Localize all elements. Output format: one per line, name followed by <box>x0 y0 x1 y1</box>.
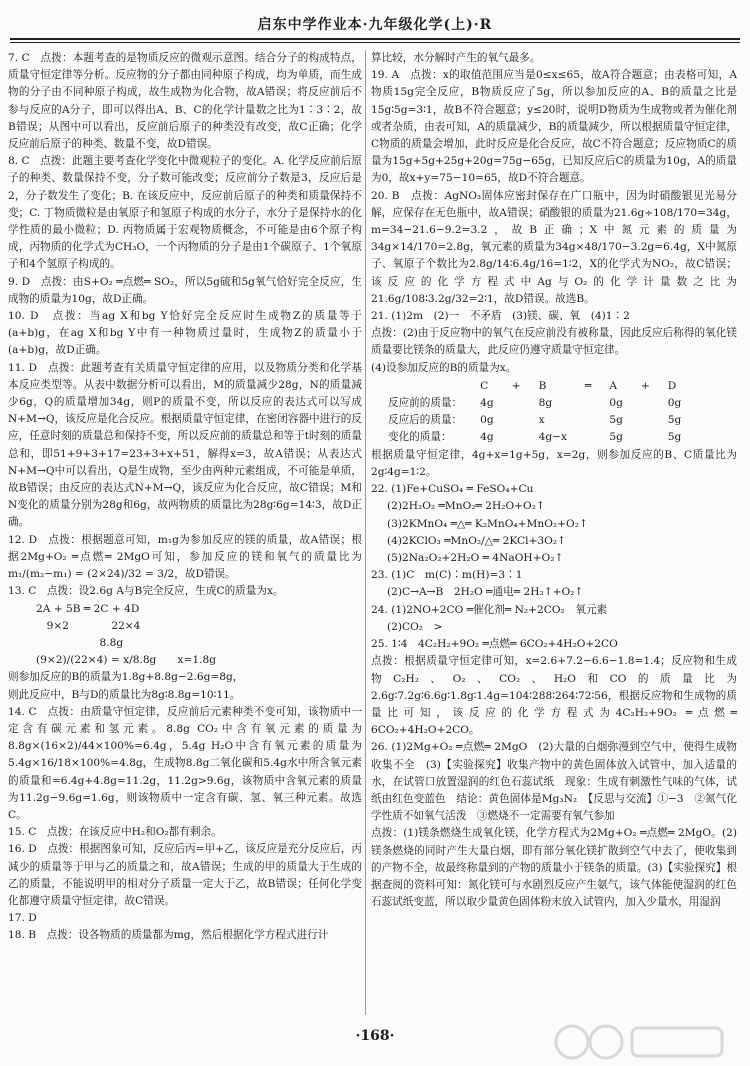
equation-ratio-line: 9×2 22×4 <box>36 619 141 632</box>
answer-26: 26. (1)2Mg+O₂ ═点燃═ 2MgO (2)大量的白烟弥漫到空气中，使得生成物收集不全 (3)【实验探究】收集产物中的黄色固体放入试管中，加入适量的水，在试管口放置湿润的红色石蕊试纸 现象：生成有刺激性气味的气体，试纸由红色变蓝色 结论：黄色固体是Mg₃N₂ 【反思与交流】①−3 ②氮气化学性质不如氧气活泼 ③燃烧不一定需要有氧气参加 <box>371 741 737 823</box>
answer-8: 8. C 点拨：此题主要考查化学变化中微观粒子的变化。A. 化学反应前后原子的种类、数量保持不变，分子数可能改变；反应前分子数是3，反应后是2，分子数发生了变化；B. 在该反应中，反应前后原子的种类和质量保持不变；C. 丁物质微粒是由氧原子和氢原子构成的水分子，水分子是保持水的化学性质的最小微粒；D. 丙物质属于宏观物质概念，不可能是由6个原子构成，丙物质的化学式为CH₃O，一个丙物质的分子是由1个碳原子、1个氧原子和4个氢原子构成的。 <box>8 155 362 271</box>
answer-13: 13. C 点拨：设2.6g A与B完全反应，生成C的质量为x。 <box>8 585 284 598</box>
answer-13-ratio: 则此反应中，B与D的质量比为8g∶8.8g=10∶11。 <box>8 688 241 701</box>
header-rule-thick <box>10 38 740 40</box>
answer-13-b-mass: 则参加反应的B的质量为1.8g+8.8g−2.6g=8g， <box>8 671 244 684</box>
table-row: 变化的质量： 4g 4g−x 5g 5g <box>388 430 682 443</box>
answer-22-1: 22. (1)Fe+CuSO₄ ═ FeSO₄+Cu <box>371 483 534 496</box>
answer-18: 18. B 点拨：设各物质的质量都为mg，然后根据化学方程式进行计 <box>8 929 329 942</box>
watermark-logo <box>552 1022 732 1062</box>
answer-11: 11. D 点拨：此题考查有关质量守恒定律的应用，以及物质分类和化学基本反应类型等。从表中数据分析可以看出，M的质量减少28g，N的质量减少6g，Q的质量增加34g，则P的质量不变，所以反应的表达式可以写成N+M→Q，该反应是化合反应。根据质量守恒定律，在密闭容器中进行的反应，任意时刻的质量总和保持不变，所以反应前的质量总和等于t时刻的质量总和，即51+9+3+17=23+3+x+51，解得x=3，故A错误；从表达式N+M→Q中可以看出，Q是生成物，至少由两种元素组成，不可能是单质，故B错误；由反应的表达式N+M→Q，该反应为化合反应，故C错误；M和N变化的质量分别为28g和6g，故两物质的质量比为28g∶6g=14∶3，故D正确。 <box>8 361 362 529</box>
answer-24-2: (2)CO₂ > <box>387 620 443 633</box>
column-divider <box>365 50 366 1015</box>
answer-22-3: (3)2KMnO₄ ═△═ K₂MnO₄+MnO₂+O₂↑ <box>387 517 588 530</box>
answer-7: 7. C 点拨：本题考查的是物质反应的微观示意图。结合分子的构成特点，质量守恒定律等分析。反应物的分子都由同种原子构成，均为单质，而生成物的分子由不同种原子构成，故生成物为化合物，故A错误；将反应前后不参与反应的A分子，即可以得出A、B、C的化学计量数之比为1∶3∶2，故B错误；从图中可以看出，反应前后原子的种类没有改变，故C正确；化学反应前后原子的种类、数量不变，故D错误。 <box>8 52 362 151</box>
answer-25-hint: 点拨：根据质量守恒定律可知，x=2.6+7.2−6.6−1.8=1.4；反应物和生成物C₂H₂、O₂、CO₂、H₂O和CO的质量比为2.6g∶7.2g∶6.6g∶1.8g∶1.4g=104∶288∶264∶72∶56，根据反应物和生成物的质量比可知，该反应的化学方程式为4C₂H₂+9O₂ ═点燃═ 6CO₂+4H₂O+2CO。 <box>371 655 737 737</box>
answer-15: 15. C 点拨：在该反应中H₂和O₂都有剩余。 <box>8 826 222 839</box>
table-row: 反应前的质量： 4g 8g 0g 0g <box>388 396 682 409</box>
answer-21-hint: 点拨：(2)由于反应物中的氧气在反应前没有被称量，因此反应后称得的氧化镁质量要比镁条的质量大，此反应仍遵守质量守恒定律。 <box>371 327 737 357</box>
answer-18-continued: 算比较，水分解时产生的氧气最多。 <box>371 52 541 64</box>
equation-mass-line: 8.8g <box>36 636 124 649</box>
equation-line: 2A + 5B ═ 2C + 4D <box>36 602 140 615</box>
answer-19: 19. A 点拨：x的取值范围应当是0≤x≤65，故A符合题意；由表格可知，A物质15g完全反应，B物质反应了5g，所以参加反应的A、B的质量之比是15g∶5g=3∶1，故B不符合题意；y≤20时，说明D物质为生成物或者为催化剂或者杂质，由表可知，A的质量减少，B的质量减少，所以根据质量守恒定律，C物质的质量会增加，此时反应是化合反应，故C不符合题意；反应物质C的质量为15g+5g+25g+20g=75g−65g，已知反应后C的质量为10g，A的质量为0，故x+y=75−10=65，故D不符合题意。 <box>371 69 737 185</box>
answer-14: 14. C 点拨：由质量守恒定律，反应前后元素种类不变可知，该物质中一定含有碳元素和氢元素。8.8g CO₂中含有氧元素的质量为8.8g×(16×2)/44×100%=6.4g，5.4g H₂O中含有氧元素的质量为5.4g×16/18×100%=4.8g，生成物8.8g二氧化碳和5.4g水中所含氧元素的质量和=6.4g+4.8g=11.2g，11.2g>9.6g，该物质中含氧元素的质量为11.2g−9.6g=1.6g，则该物质中一定含有碳、氢、氧三种元素。故选C。 <box>8 705 362 821</box>
page-title: 启东中学作业本·九年级化学(上)·R <box>257 17 493 33</box>
answer-23-1: 23. (1)C m(C)∶m(H)=3∶1 <box>371 569 523 582</box>
answer-22-2: (2)2H₂O₂ ═MnO₂═ 2H₂O+O₂↑ <box>387 500 545 513</box>
answer-22-4: (4)2KClO₃ ═MnO₂/△═ 2KCl+3O₂↑ <box>387 534 566 547</box>
answer-21-conclusion: 根据质量守恒定律，4g+x=1g+5g，x=2g，则参加反应的B、C质量比为2g∶4g=1∶2。 <box>371 448 737 479</box>
answer-12: 12. D 点拨：根据题意可知，m₁g为参加反应的镁的质量，故A错误；根据2Mg+O₂ ═点燃═ 2MgO可知，参加反应的镁和氧气的质量比为 m₁/(m₂−m₁) = (2×24)/32 = 3/2，故D错误。 <box>8 533 362 581</box>
answer-26-hint: 点拨：(1)镁条燃烧生成氧化镁，化学方程式为2Mg+O₂ ═点燃═ 2MgO。(2)镁条燃烧的同时产生大量白烟，即有部分氧化镁扩散到空气中去了，使收集到的产物不全，故最终称量到的产物的质量小于镁条的质量。(3)【实验探究】根据查阅的资料可知：氮化镁可与水剧烈反应产生氨气，该气体能使湿润的红色石蕊试纸变蓝，所以取少量黄色固体粉末放入试管内，加入少量水，用湿润 <box>371 827 737 909</box>
page-header <box>0 0 750 44</box>
answer-24-1: 24. (1)2NO+2CO ═催化剂═ N₂+2CO₂ 氧元素 <box>371 603 608 616</box>
answer-21: 21. (1)2m (2)一 不矛盾 (3)镁、碳、氧 (4)1∶2 <box>371 310 630 323</box>
watermark-graphic <box>552 1022 732 1062</box>
answer-9: 9. D 点拨：由S+O₂ ═点燃═ SO₂，所以5g硫和5g氧气恰好完全反应，生成物的质量为10g，故D正确。 <box>8 275 362 305</box>
answer-22-5: (5)2Na₂O₂+2H₂O ═ 4NaOH+O₂↑ <box>387 552 564 565</box>
answer-20: 20. B 点拨：AgNO₃固体应密封保存在广口瓶中，因为时硝酸银见光易分解，应保存在无色瓶中，故A错误；硝酸银的质量为21.6g÷108/170=34g，m=34−21.6−9.2=3.2，故B正确；X中氮元素的质量为34g×14/170=2.8g，氧元素的质量为34g×48/170−3.2g=6.4g，X中氮原子、氧原子个数比为2.8g/14∶6.4g/16=1∶2，X的化学式为NO₂，故C错误；该反应的化学方程式中Ag与O₂的化学计量数之比为21.6g/108∶3.2g/32=2∶1，故D错误。故选B。 <box>371 189 737 305</box>
answer-23-2: (2)C→A→B 2H₂O ═通电═ 2H₂↑+O₂↑ <box>387 586 584 599</box>
left-column <box>8 50 362 1015</box>
answer-21-setup: (4)设参加反应的B的质量为x。 <box>371 361 517 374</box>
reaction-mass-table <box>379 378 690 446</box>
page-number: ·168· <box>355 1028 395 1044</box>
header-rule-thin <box>10 42 740 43</box>
table-row: 反应后的质量： 0g x 5g 5g <box>388 413 682 426</box>
answer-17: 17. D <box>8 912 37 925</box>
answer-16: 16. D 点拨：根据图象可知，反应后丙=甲+乙，该反应是充分反应后，丙减少的质量等于甲与乙的质量之和，故A错误；生成的甲的质量大于生成的乙的质量，不能说明甲的相对分子质量一定大于乙，故B错误；任何化学变化都遵守质量守恒定律，故C错误。 <box>8 843 362 907</box>
answer-25: 25. 1∶4 4C₂H₂+9O₂ ═点燃═ 6CO₂+4H₂O+2CO <box>371 638 618 651</box>
table-header-row: C + B ═ A + D <box>480 379 677 392</box>
right-column <box>371 50 737 1015</box>
equation-solve-line: (9×2)/(22×4) = x/8.8g x=1.8g <box>36 654 217 667</box>
answer-10: 10. D 点拨：当ag X和bg Y恰好完全反应时生成物Z的质量等于(a+b)g，在ag X和bg Y中有一种物质过量时，生成物Z的质量小于(a+b)g，故D正确。 <box>8 310 362 357</box>
